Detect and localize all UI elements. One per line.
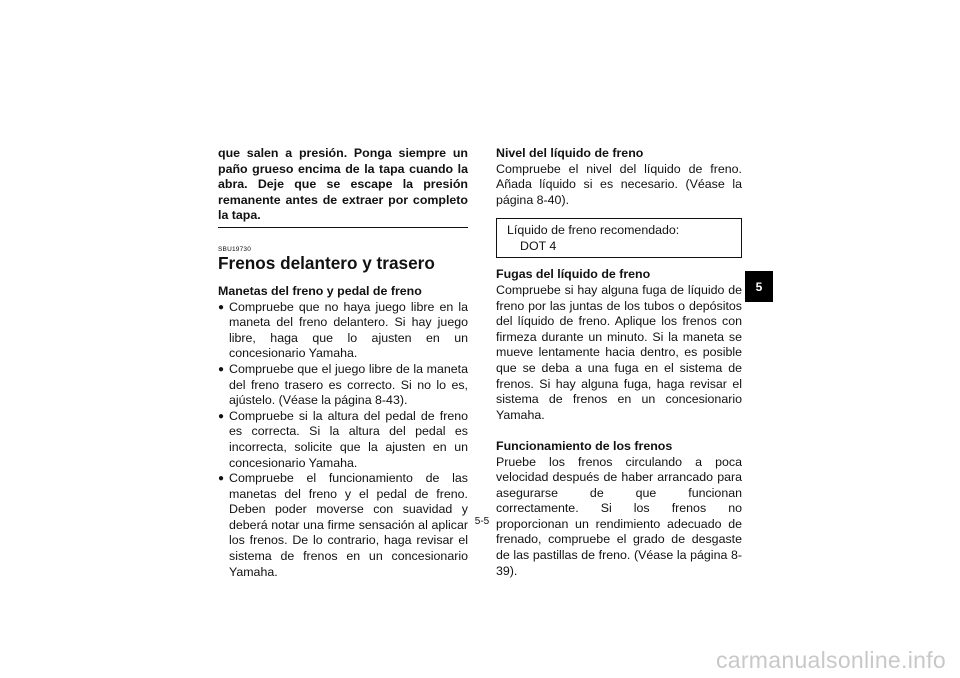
subheading-brake-levers: Manetas del freno y pedal de freno — [218, 283, 422, 298]
right-column — [496, 146, 742, 579]
list-item-text: Compruebe el funcionamiento de las manetas del freno y el pedal de freno. Deben poder moverse con suavidad y deberá notar una firme sensación al aplicar los frenos. De lo contrario, haga revisar el sistema de frenos en un concesionario Yamaha. — [229, 471, 468, 579]
bullet-icon: ● — [218, 410, 225, 422]
spec-box — [496, 218, 742, 258]
list-item — [218, 409, 468, 471]
list-item — [218, 362, 468, 409]
fluid-leaks-body: Compruebe si hay alguna fuga de líquido de freno por las juntas de los tubos o depósitos del líquido de freno. Aplique los frenos con firmeza durante un minuto. Si la maneta se mueve lentamente hacia dentro, es posible que se deba a una fuga en el sistema de frenos. Si hay alguna fuga, haga revisar el sistema de frenos en un concesionario Yamaha. — [496, 282, 742, 422]
fluid-level-heading: Nivel del líquido de freno — [496, 146, 644, 160]
spec-value: DOT 4 — [520, 238, 557, 253]
spec-label: Líquido de freno recomendado: — [507, 223, 680, 238]
bullet-icon: ● — [218, 301, 225, 313]
operation-body: Pruebe los frenos circulando a poca velocidad después de haber arrancado para asegurarse de que funcionan correctamente. Si los frenos no proporcionan un rendimiento adecuado de frenado, compruebe el grado de desgaste de las pastillas de freno. (Véase la página 8-39). — [496, 454, 742, 578]
list-item-text: Compruebe que no haya juego libre en la maneta del freno delantero. Si hay juego libre, haga que lo ajusten en un concesionario Yamaha. — [229, 299, 468, 361]
watermark: carmanualsonline.info — [715, 647, 946, 673]
section-code: SBU19730 — [218, 245, 252, 253]
brake-check-list — [218, 300, 468, 581]
fluid-level-body: Compruebe el nivel del líquido de freno. Añada líquido si es necesario. (Véase la página 8-40). — [496, 161, 742, 207]
bullet-icon: ● — [218, 363, 225, 375]
list-item — [218, 471, 468, 580]
chapter-tab: 5 — [745, 271, 773, 302]
bullet-icon: ● — [218, 473, 225, 485]
section-title: Frenos delantero y trasero — [218, 252, 435, 273]
list-item-text: Compruebe que el juego libre de la maneta del freno trasero es correcto. Si no lo es, ajústelo. (Véase la página 8-43). — [229, 361, 468, 408]
spacer — [496, 423, 742, 439]
warning-continuation: que salen a presión. Ponga siempre un paño grueso encima de la tapa cuando la abra. Deje que se escape la presión remanente antes de extraer por completo la tapa. — [218, 146, 468, 228]
operation-heading: Funcionamiento de los frenos — [496, 438, 673, 453]
fluid-leaks-heading: Fugas del líquido de freno — [496, 267, 651, 282]
list-item — [218, 300, 468, 362]
list-item-text: Compruebe si la altura del pedal de freno es correcta. Si la altura del pedal es incorrecta, solicite que la ajusten en un concesionario Yamaha. — [229, 408, 468, 470]
page-number: 5-5 — [474, 516, 490, 527]
left-column — [218, 146, 468, 580]
